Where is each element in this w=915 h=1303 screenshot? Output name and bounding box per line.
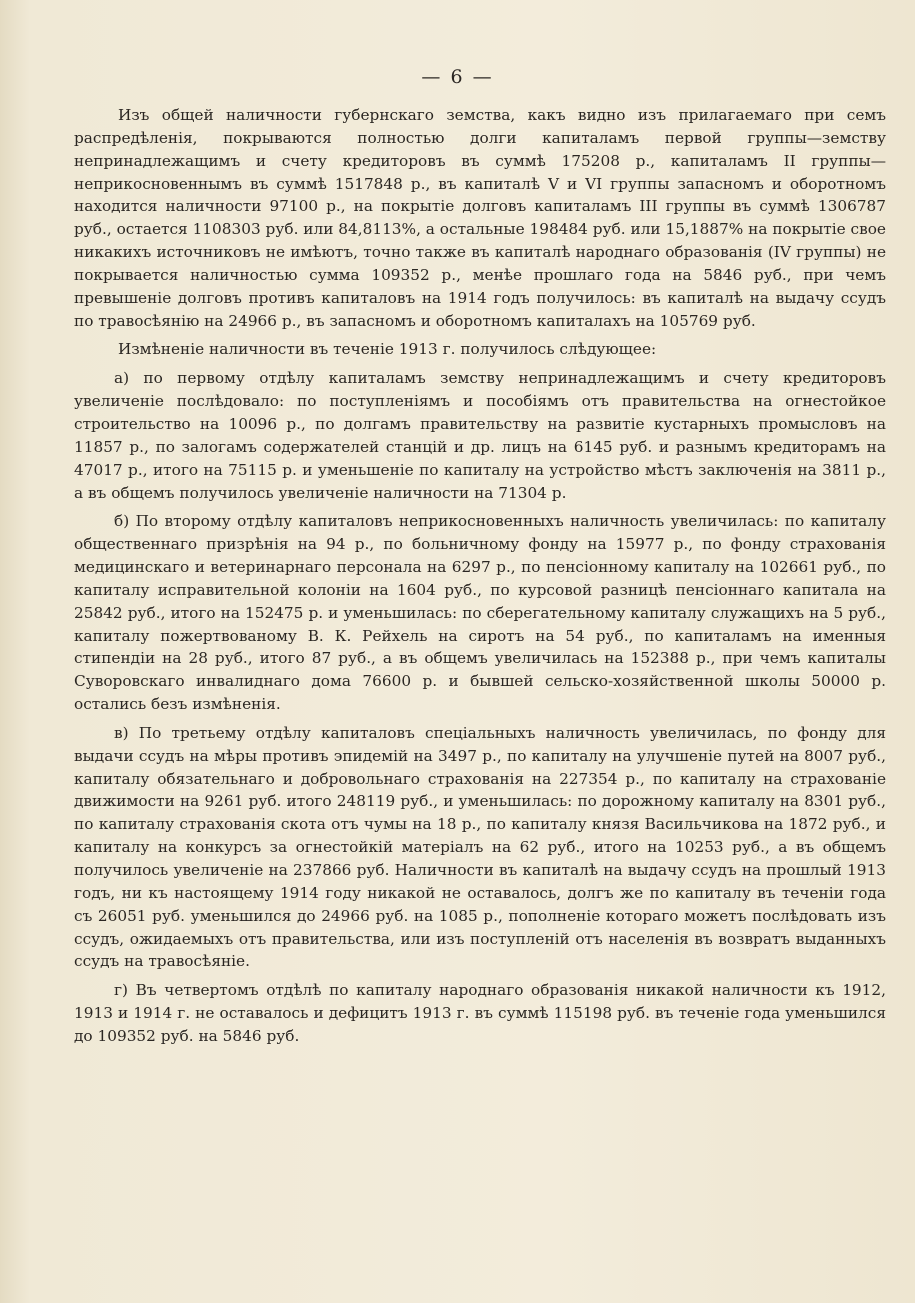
paragraph-changes-intro: Измѣненіе наличности въ теченіе 1913 г. получилось слѣдующее: <box>118 340 657 359</box>
page-number: — 6 — <box>421 66 494 88</box>
paragraph-section-a: а) по первому отдѣлу капиталамъ земству непринадлежащимъ и счету кредиторовъ увеличеніе послѣдовало: по поступленіямъ и пособіямъ отъ правительства на огнестойкое строительство на 10096 р., по долгамъ правительству на развитіе кустарныхъ промысловъ на 11857 р., по залогамъ содержателей станцій и др. лицъ на 6145 руб. и разнымъ кредиторамъ на 47017 р., итого на 75115 р. и уменьшеніе по капиталу на устройство мѣстъ заключенія на 3811 р., а въ общемъ получилось увеличеніе наличности на 71304 р. <box>74 369 886 502</box>
body-text <box>74 104 886 1048</box>
paragraph-section-g: г) Въ четвертомъ отдѣлѣ по капиталу народнаго образованія никакой наличности къ 1912, 1913 и 1914 г. не оставалось и дефицитъ 1913 г. въ суммѣ 115198 руб. въ теченіе года уменьшился до 109352 руб. на 5846 руб. <box>74 981 886 1045</box>
paragraph-summary: Изъ общей наличности губернскаго земства, какъ видно изъ прилагаемаго при семъ распредѣленія, покрываются полностью долги капиталамъ первой группы—земству непринадлежащимъ и счету кредиторовъ въ суммѣ 175208 р., капиталамъ II группы—неприкосновеннымъ въ суммѣ 1517848 р., въ капиталѣ V и VI группы запасномъ и оборотномъ находится наличности 97100 р., на покрытіе долговъ капиталамъ III группы въ суммѣ 1306787 руб., остается 1108303 руб. или 84,8113%, а остальные 198484 руб. или 15,1887% на покрытіе свое никакихъ источниковъ не имѣютъ, точно также въ капиталѣ народнаго образованія (IV группы) не покрывается наличностью сумма 109352 р., менѣе прошлаго года на 5846 руб., при чемъ превышеніе долговъ противъ капиталовъ на 1914 годъ получилось: въ капиталѣ на выдачу ссудъ по травосѣянію на 24966 р., въ запасномъ и оборотномъ капиталахъ на 105769 руб. <box>74 106 886 330</box>
paragraph-section-b: б) По второму отдѣлу капиталовъ неприкосновенныхъ наличность увеличилась: по капиталу общественнаго призрѣнія на 94 р., по больничному фонду на 15977 р., по фонду страхованія медицинскаго и ветеринарнаго персонала на 6297 р., по пенсіонному капиталу на 102661 руб., по капиталу исправительной колоніи на 1604 руб., по курсовой разницѣ пенсіоннаго капитала на 25842 руб., итого на 152475 р. и уменьшилась: по сберегательному капиталу служащихъ на 5 руб., капиталу пожертвованому В. К. Рейхель на сиротъ на 54 руб., по капиталамъ на именныя стипендіи на 28 руб., итого 87 руб., а въ общемъ увеличилась на 152388 р., при чемъ капиталы Суворовскаго инвалиднаго дома 76600 р. и бывшей сельско-хозяйственной школы 50000 р. остались безъ измѣненія. <box>74 512 886 714</box>
paragraph-section-v: в) По третьему отдѣлу капиталовъ спеціальныхъ наличность увеличилась, по фонду для выдачи ссудъ на мѣры противъ эпидемій на 3497 р., по капиталу на улучшеніе путей на 8007 руб., капиталу обязательнаго и добровольнаго страхованія на 227354 р., по капиталу на страхованіе движимости на 9261 руб. итого 248119 руб., и уменьшилась: по дорожному капиталу на 8301 руб., по капиталу страхованія скота отъ чумы на 18 р., по капиталу князя Васильчикова на 1872 руб., и капиталу на конкурсъ за огнестойкій матеріалъ на 62 руб., итого на 10253 руб., а въ общемъ получилось увеличеніе на 237866 руб. Наличности въ капиталѣ на выдачу ссудъ на прошлый 1913 годъ, ни къ настоящему 1914 году никакой не оставалось, долгъ же по капиталу въ теченіи года съ 26051 руб. уменьшился до 24966 руб. на 1085 р., пополненіе котораго можетъ послѣдовать изъ ссудъ, ожидаемыхъ отъ правительства, или изъ поступленій отъ населенія въ возвратъ выданныхъ ссудъ на травосѣяніе. <box>74 723 886 971</box>
